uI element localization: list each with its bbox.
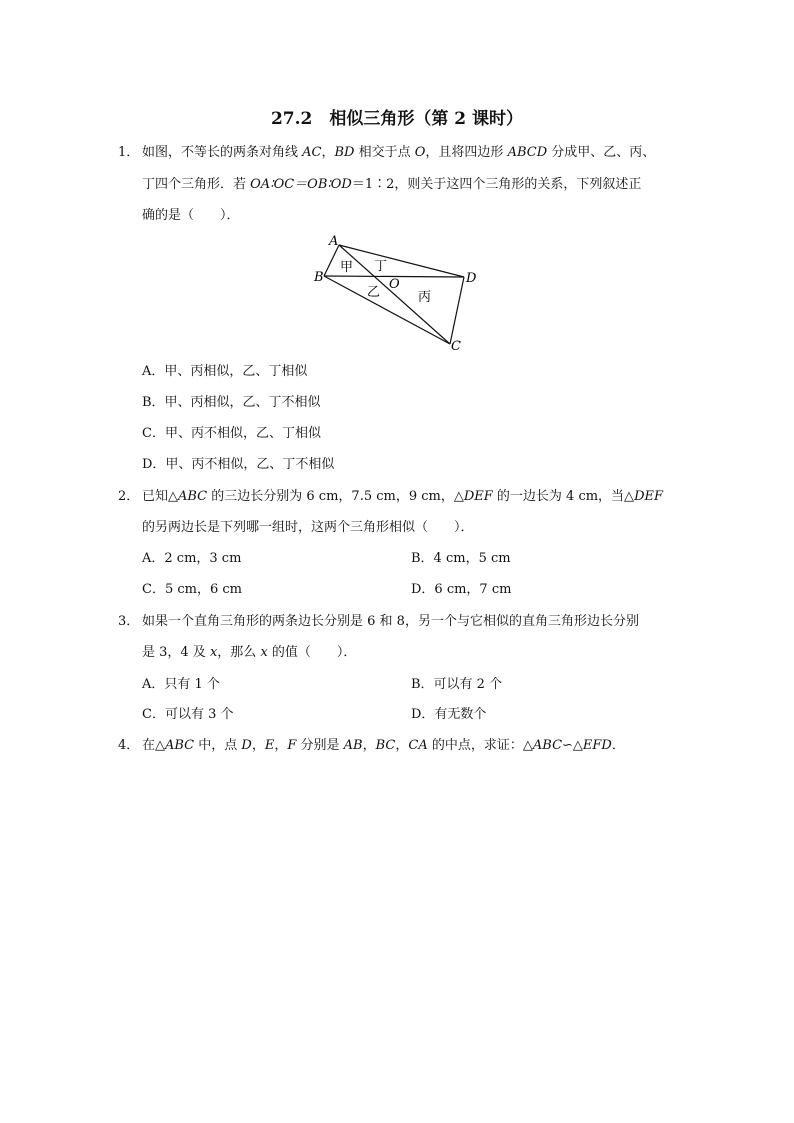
label-a: A — [329, 234, 339, 249]
q4-var-efd: EFD — [582, 738, 612, 753]
q3-text: 是 3，4 及 — [142, 645, 210, 660]
q1-line2 — [142, 175, 641, 195]
q4-var-abc: ABC — [165, 738, 195, 753]
q4-var-bc: BC — [375, 738, 396, 753]
quadrilateral-figure — [312, 232, 482, 356]
q1-line3: 确的是（ ）． — [142, 208, 240, 223]
q3-option-a: A．只有 1 个 — [142, 677, 220, 692]
q1-text: 丁四个三角形．若 — [142, 177, 251, 192]
label-bing: 丙 — [418, 290, 432, 305]
q2-var-def: DEF — [634, 489, 663, 504]
label-b: B — [314, 270, 324, 285]
label-jia: 甲 — [340, 260, 354, 275]
q4-var-abc: ABC — [532, 738, 563, 753]
q4-text: 分别是 — [296, 738, 344, 753]
q1-option-a: A．甲、丙相似，乙、丁相似 — [142, 364, 308, 379]
q3-option-c: C．可以有 3 个 — [142, 707, 234, 722]
q1-line1 — [142, 143, 655, 163]
q1-ratio: OA∶OC＝OB∶OD — [250, 177, 352, 192]
q2-option-b: B．4 cm，5 cm — [411, 551, 511, 566]
q4-number: 4． — [118, 738, 140, 753]
q4-text: ， — [362, 738, 376, 753]
q2-var-abc: ABC — [178, 489, 208, 504]
q4-text: 中，点 — [194, 738, 242, 753]
q3-line2 — [142, 643, 356, 663]
label-ding: 丁 — [374, 259, 388, 274]
q2-number: 2． — [118, 489, 140, 504]
page-title: 27.2 相似三角形（第 2 课时） — [270, 109, 524, 129]
q2-var-def: DEF — [463, 489, 493, 504]
edge-cd — [450, 277, 464, 344]
q1-text: 相交于点 — [354, 145, 415, 160]
q4-var-f: F — [287, 738, 297, 753]
q1-option-c: C．甲、丙不相似，乙、丁相似 — [142, 426, 321, 441]
q1-option-b: B．甲、丙相似，乙、丁不相似 — [142, 395, 321, 410]
q3-option-b: B．可以有 2 个 — [411, 677, 503, 692]
q2-option-a: A．2 cm，3 cm — [142, 551, 242, 566]
label-d: D — [466, 271, 477, 286]
q1-text: ， — [321, 145, 335, 160]
q2-option-d: D．6 cm，7 cm — [411, 582, 512, 597]
label-o: O — [389, 277, 400, 292]
q4-text: ∽△ — [562, 738, 583, 753]
q3-text: ，那么 — [217, 645, 261, 660]
edge-bc — [324, 276, 450, 344]
q4-text: 的中点，求证：△ — [427, 738, 533, 753]
diagonal-ac — [339, 245, 450, 344]
q2-option-c: C．5 cm，6 cm — [142, 582, 242, 597]
q3-option-d: D．有无数个 — [411, 707, 487, 722]
q4-var-e: E — [264, 738, 275, 753]
edge-ab — [324, 245, 339, 276]
q4-var-d: D — [241, 738, 252, 753]
q1-var-ac: AC — [302, 145, 322, 160]
q1-text: 分成甲、乙、丙、 — [547, 145, 656, 160]
q2-text: 已知△ — [142, 489, 178, 504]
q3-number: 3． — [118, 614, 140, 629]
q1-text: ，且将四边形 — [425, 145, 508, 160]
q4-text: ， — [395, 738, 409, 753]
q2-text: 的三边长分别为 6 cm，7.5 cm，9 cm，△ — [207, 489, 464, 504]
q2-line2: 的另两边长是下列哪一组时，这两个三角形相似（ ）． — [142, 520, 474, 535]
q3-var-x: x — [209, 645, 218, 660]
label-yi: 乙 — [367, 285, 381, 300]
q1-var-abcd: ABCD — [507, 145, 548, 160]
q4-text: ． — [611, 738, 625, 753]
q1-option-d: D．甲、丙不相似，乙、丁不相似 — [142, 457, 335, 472]
q1-var-o: O — [414, 145, 426, 160]
q4-text: 在△ — [142, 738, 165, 753]
q4-var-ab: AB — [343, 738, 363, 753]
q2-text: 的一边长为 4 cm，当△ — [492, 489, 635, 504]
q4-text: ， — [251, 738, 265, 753]
q1-var-bd: BD — [334, 145, 355, 160]
q1-text: ＝1∶2，则关于这四个三角形的关系，下列叙述正 — [351, 177, 642, 192]
q3-line1: 如果一个直角三角形的两条边长分别是 6 和 8，另一个与它相似的直角三角形边长分别 — [142, 614, 639, 629]
label-c: C — [451, 339, 461, 354]
q2-line1 — [142, 487, 663, 507]
q3-var-x: x — [260, 645, 268, 660]
q3-text: 的值（ ）． — [267, 645, 357, 660]
q4-var-ca: CA — [408, 738, 428, 753]
q1-text: 如图，不等长的两条对角线 — [142, 145, 303, 160]
q1-number: 1． — [118, 145, 140, 160]
q4-text: ， — [274, 738, 288, 753]
q4-line1 — [142, 736, 625, 756]
